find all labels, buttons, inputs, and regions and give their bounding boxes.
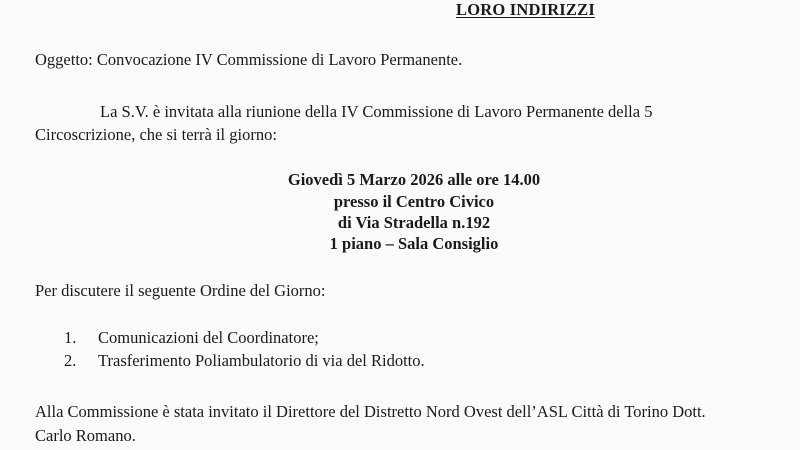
meeting-address: di Via Stradella n.192 <box>337 213 491 232</box>
invitation-line-1: Alla Commissione è stata invitato il Direttore del Distretto Nord Ovest dell’ASL Città di Torino Dott. <box>35 402 706 421</box>
subject-line: Oggetto: Convocazione IV Commissione di Lavoro Permanente. <box>35 50 463 69</box>
intro-paragraph-line-1: La S.V. è invitata alla riunione della IV Commissione di Lavoro Permanente della 5 <box>100 102 653 121</box>
agenda-item <box>64 353 425 376</box>
invitation-line-2: Carlo Romano. <box>35 426 136 445</box>
meeting-date-time: Giovedì 5 Marzo 2026 alle ore 14.00 <box>287 170 541 189</box>
agenda-item-text: Comunicazioni del Coordinatore; <box>98 328 319 347</box>
agenda-item-number: 1. <box>64 328 77 347</box>
agenda-item-number: 2. <box>64 351 77 370</box>
intro-paragraph-line-2: Circoscrizione, che si terrà il giorno: <box>35 125 277 144</box>
meeting-room: 1 piano – Sala Consiglio <box>329 234 499 253</box>
agenda-item <box>64 330 425 353</box>
agenda-list <box>64 330 425 376</box>
recipients-heading: LORO INDIRIZZI <box>456 0 595 19</box>
agenda-intro: Per discutere il seguente Ordine del Giorno: <box>35 281 326 300</box>
agenda-item-text: Trasferimento Poliambulatorio di via del Ridotto. <box>98 351 425 370</box>
meeting-place: presso il Centro Civico <box>333 192 495 211</box>
